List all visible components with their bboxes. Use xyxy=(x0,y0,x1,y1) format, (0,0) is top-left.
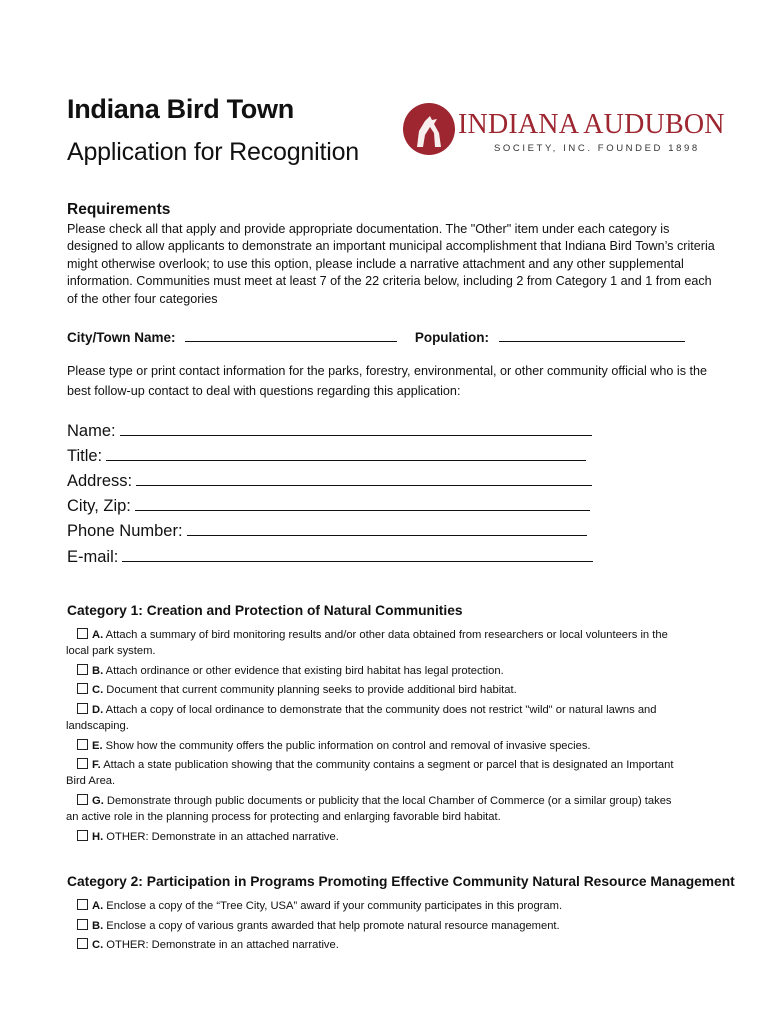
city-field[interactable] xyxy=(185,329,397,342)
name-label: Name: xyxy=(67,422,116,440)
checkbox[interactable] xyxy=(77,919,88,930)
phone-field[interactable] xyxy=(187,519,587,536)
page-title: Indiana Bird Town xyxy=(67,94,294,124)
cat1-item-h: H. OTHER: Demonstrate in an attached narrative. xyxy=(77,829,707,845)
checkbox[interactable] xyxy=(77,899,88,910)
city-label: City/Town Name: xyxy=(67,330,176,345)
name-field[interactable] xyxy=(120,419,592,436)
name-row xyxy=(67,419,592,441)
contact-instructions: Please type or print contact information for the parks, forestry, environmental, or other community official who is the best follow-up contact to deal with questions regarding this application: xyxy=(67,364,708,398)
title-field[interactable] xyxy=(106,444,586,461)
requirements-text: Please check all that apply and provide appropriate documentation. The "Other" item under each category is designed to allow applicants to demonstrate an important municipal accomplishment that Indiana Bird Town’s criteria might otherwise overlook; to use this option, please include a narrative attachment and any other supplemental information. Communities must meet at least 7 of the 22 criteria below, including 2 from Category 1 and 1 from each of the other four categories xyxy=(67,222,715,306)
city-population-row xyxy=(67,329,685,345)
checkbox[interactable] xyxy=(77,683,88,694)
email-label: E-mail: xyxy=(67,548,119,566)
cat1-item-g: G. Demonstrate through public documents or publicity that the local Chamber of Commerce (or a similar group) takes an active role in the planning process for protecting and enlarging favorable bird habitat. xyxy=(66,795,672,823)
checkbox[interactable] xyxy=(77,794,88,805)
checkbox[interactable] xyxy=(77,938,88,949)
cat1-item-e: E. Show how the community offers the public information on control and removal of invasive species. xyxy=(77,738,707,754)
category1-heading: Category 1: Creation and Protection of Natural Communities xyxy=(67,603,463,618)
cat2-item-a: A. Enclose a copy of the “Tree City, USA” award if your community participates in this program. xyxy=(77,898,707,914)
phone-label: Phone Number: xyxy=(67,522,183,540)
cat2-item-c: C. OTHER: Demonstrate in an attached narrative. xyxy=(77,937,707,953)
audubon-logo xyxy=(403,103,723,161)
checkbox[interactable] xyxy=(77,628,88,639)
cat1-item-a: A. Attach a summary of bird monitoring results and/or other data obtained from researchers or local volunteers in the local park system. xyxy=(66,629,668,657)
checkbox[interactable] xyxy=(77,664,88,675)
logo-name: INDIANA AUDUBON xyxy=(458,109,725,140)
city-zip-field[interactable] xyxy=(135,494,590,511)
cat1-item-b: B. Attach ordinance or other evidence that existing bird habitat has legal protection. xyxy=(77,663,707,679)
checkbox[interactable] xyxy=(77,739,88,750)
requirements-heading: Requirements xyxy=(67,201,171,218)
logo-tagline: SOCIETY, INC. FOUNDED 1898 xyxy=(494,143,700,154)
title-label: Title: xyxy=(67,447,103,465)
city-zip-label: City, Zip: xyxy=(67,497,131,515)
address-field[interactable] xyxy=(136,469,592,486)
population-field[interactable] xyxy=(499,329,685,342)
checkbox[interactable] xyxy=(77,758,88,769)
cat1-item-c: C. Document that current community planning seeks to provide additional bird habitat. xyxy=(77,682,707,698)
cat2-item-b: B. Enclose a copy of various grants awarded that help promote natural resource management. xyxy=(77,918,707,934)
address-row xyxy=(67,469,592,491)
city-zip-row xyxy=(67,494,590,516)
cat1-item-d: D. Attach a copy of local ordinance to demonstrate that the community does not restrict "wild" or natural lawns and landscaping. xyxy=(66,704,657,732)
email-row xyxy=(67,545,593,567)
phone-row xyxy=(67,519,587,541)
category2-heading: Category 2: Participation in Programs Promoting Effective Community Natural Resource Management xyxy=(67,874,735,889)
population-label: Population: xyxy=(414,330,490,345)
bird-emblem-icon xyxy=(403,103,455,155)
title-row xyxy=(67,444,586,466)
checkbox[interactable] xyxy=(77,830,88,841)
cat1-item-f: F. Attach a state publication showing that the community contains a segment or parcel that is designated an Important Bird Area. xyxy=(66,759,674,787)
checkbox[interactable] xyxy=(77,703,88,714)
address-label: Address: xyxy=(67,472,133,490)
email-field[interactable] xyxy=(122,545,593,562)
page-subtitle: Application for Recognition xyxy=(67,138,359,166)
